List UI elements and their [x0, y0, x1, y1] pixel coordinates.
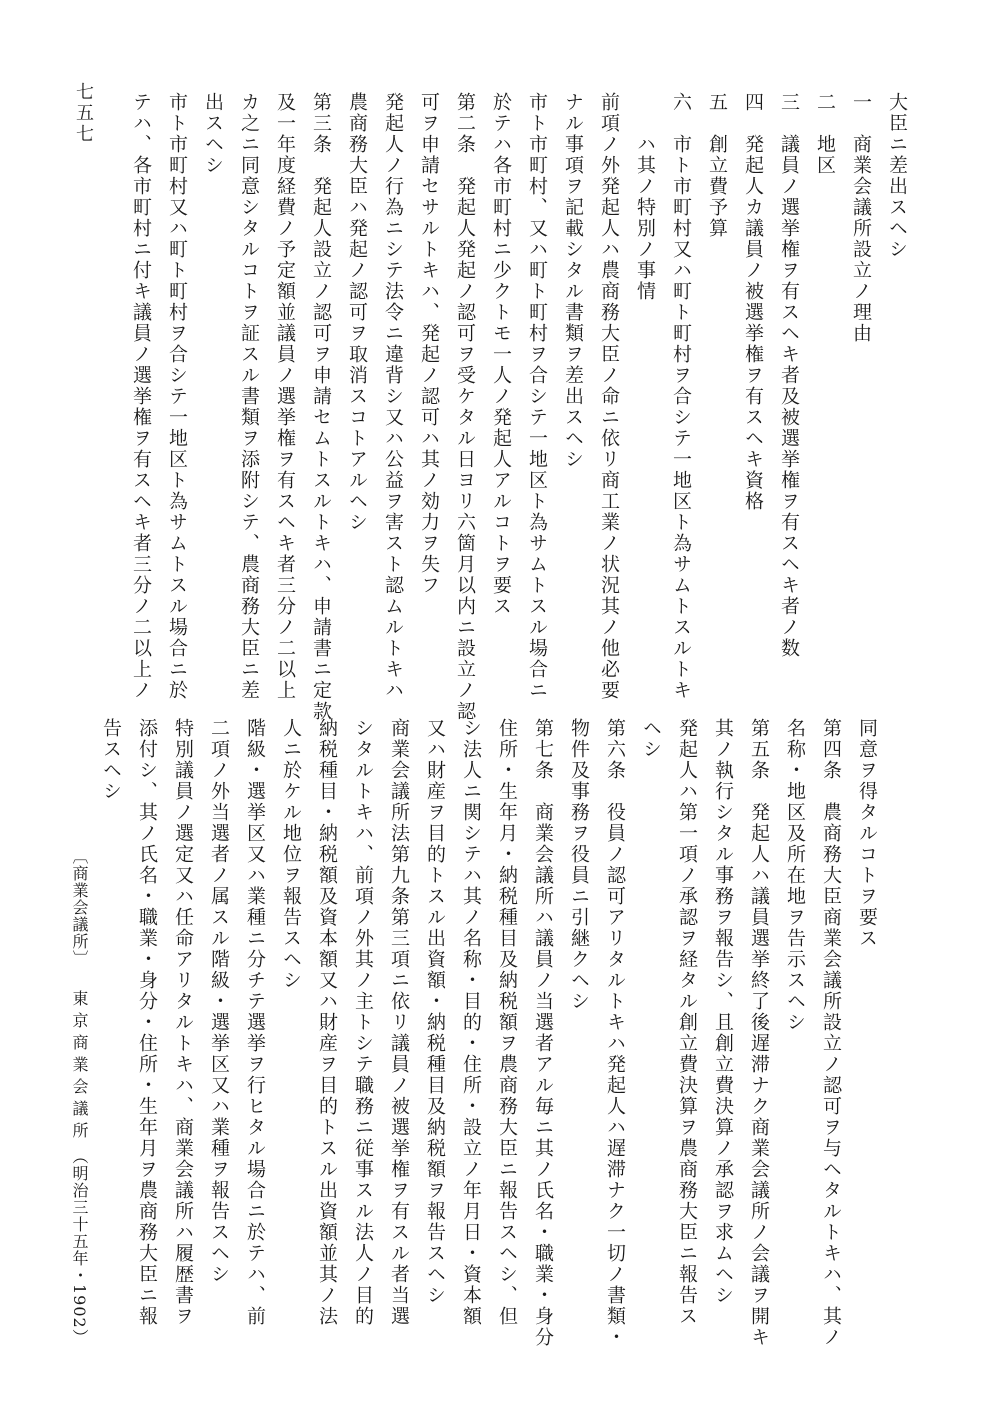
- text-line: ヘシ: [640, 718, 662, 760]
- text-line: 名称・地区及所在地ヲ告示スヘシ: [784, 718, 806, 1033]
- text-line: 特別議員ノ選定又ハ任命アリタルトキハ、商業会議所ハ履歴書ヲ: [172, 718, 194, 1327]
- text-line: 前項ノ外発起人ハ農商務大臣ノ命ニ依リ商工業ノ状況其ノ他必要: [598, 92, 620, 701]
- text-line: 発起人ノ行為ニシテ法令ニ違背シ又ハ公益ヲ害スト認ムルトキハ: [382, 92, 404, 701]
- text-line: シ法人ニ関シテハ其ノ名称・目的・住所・設立ノ年月日・資本額: [460, 718, 482, 1327]
- text-line: ナル事項ヲ記載シタル書類ヲ差出スヘシ: [562, 92, 584, 470]
- text-line: 市ト市町村又ハ町ト町村ヲ合シテ一地区ト為サムトスル場合ニ於: [166, 92, 188, 701]
- footer-title: 東京商業会議所: [70, 990, 89, 1144]
- text-line: 商業会議所法第九条第三項ニ依リ議員ノ被選挙権ヲ有スル者当選: [388, 718, 410, 1327]
- text-line: 農商務大臣ハ発起ノ認可ヲ取消スコトアルヘシ: [346, 92, 368, 533]
- text-line: 添付シ、其ノ氏名・職業・身分・住所・生年月ヲ農商務大臣ニ報: [136, 718, 158, 1327]
- text-line: 五 創立費予算: [706, 92, 728, 239]
- text-line: 階級・選挙区又ハ業種ニ分チテ選挙ヲ行ヒタル場合ニ於テハ、前: [244, 718, 266, 1327]
- text-line: 第六条 役員ノ認可アリタルトキハ発起人ハ遅滞ナク一切ノ書類・: [604, 718, 626, 1348]
- lower-text-block: [93, 718, 885, 1348]
- text-line: 物件及事務ヲ役員ニ引継クヘシ: [568, 718, 590, 1012]
- text-line: 人ニ於ケル地位ヲ報告スヘシ: [280, 718, 302, 991]
- text-line: 於テハ各市町村ニ少クトモ一人ノ発起人アルコトヲ要ス: [490, 92, 512, 617]
- text-line: テハ、各市町村ニ付キ議員ノ選挙権ヲ有スヘキ者三分ノ二以上ノ: [130, 92, 152, 701]
- footer-date: （明治三十五年・1902）: [70, 1148, 89, 1346]
- text-line: 二 地区: [814, 92, 836, 176]
- text-line: カ之ニ同意シタルコトヲ証スル書類ヲ添附シテ、農商務大臣ニ差: [238, 92, 260, 701]
- text-line: 住所・生年月・納税種目及納税額ヲ農商務大臣ニ報告スヘシ、但: [496, 718, 518, 1327]
- text-line: 二項ノ外当選者ノ属スル階級・選挙区又ハ業種ヲ報告スヘシ: [208, 718, 230, 1285]
- text-line: 可ヲ申請セサルトキハ、発起ノ認可ハ其ノ効力ヲ失フ: [418, 92, 440, 596]
- text-line: 及一年度経費ノ予定額並議員ノ選挙権ヲ有スヘキ者三分ノ二以上: [274, 92, 296, 701]
- page-number: 七五七: [73, 82, 94, 145]
- footer-category: 〔商業会議所〕: [70, 848, 89, 967]
- text-line: 発起人ハ第一項ノ承認ヲ経タル創立費決算ヲ農商務大臣ニ報告ス: [676, 718, 698, 1327]
- text-line: 四 発起人カ議員ノ被選挙権ヲ有スヘキ資格: [742, 92, 764, 512]
- text-line: 納税種目・納税額及資本額又ハ財産ヲ目的トスル出資額並其ノ法: [316, 718, 338, 1327]
- text-line: 三 議員ノ選挙権ヲ有スヘキ者及被選挙権ヲ有スヘキ者ノ数: [778, 92, 800, 659]
- text-line: 出スヘシ: [202, 92, 224, 176]
- text-line: 同意ヲ得タルコトヲ要ス: [856, 718, 878, 949]
- text-line: 第二条 発起人発起ノ認可ヲ受ケタル日ヨリ六箇月以内ニ設立ノ認: [454, 92, 476, 722]
- text-line: 第三条 発起人設立ノ認可ヲ申請セムトスルトキハ、申請書ニ定款: [310, 92, 332, 722]
- text-line: 第四条 農商務大臣商業会議所設立ノ認可ヲ与ヘタルトキハ、其ノ: [820, 718, 842, 1348]
- text-line: シタルトキハ、前項ノ外其ノ主トシテ職務ニ従事スル法人ノ目的: [352, 718, 374, 1327]
- text-line: ハ其ノ特別ノ事情: [634, 92, 656, 302]
- upper-text-block: [123, 92, 915, 722]
- text-line: 一 商業会議所設立ノ理由: [850, 92, 872, 344]
- text-line: 告スヘシ: [100, 718, 122, 802]
- text-line: 其ノ執行シタル事務ヲ報告シ、且創立費決算ノ承認ヲ求ムヘシ: [712, 718, 734, 1306]
- text-line: 市ト市町村、又ハ町ト町村ヲ合シテ一地区ト為サムトスル場合ニ: [526, 92, 548, 701]
- text-line: 又ハ財産ヲ目的トスル出資額・納税種目及納税額ヲ報告スヘシ: [424, 718, 446, 1306]
- text-line: 第五条 発起人ハ議員選挙終了後遅滞ナク商業会議所ノ会議ヲ開キ: [748, 718, 770, 1348]
- text-line: 大臣ニ差出スヘシ: [886, 92, 908, 260]
- text-line: 第七条 商業会議所ハ議員ノ当選者アル毎ニ其ノ氏名・職業・身分: [532, 718, 554, 1348]
- text-line: 六 市ト市町村又ハ町ト町村ヲ合シテ一地区ト為サムトスルトキ: [670, 92, 692, 701]
